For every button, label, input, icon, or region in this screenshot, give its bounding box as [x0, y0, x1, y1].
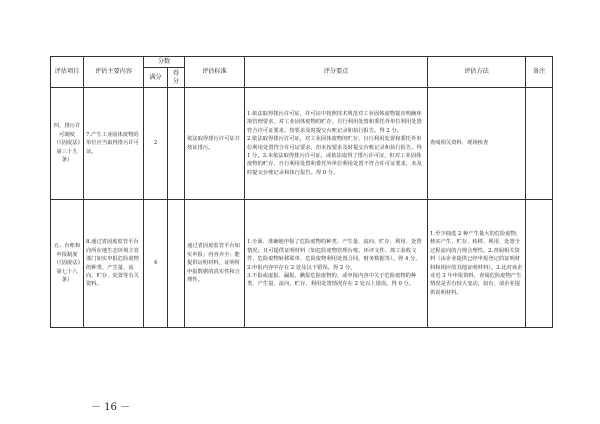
header-content: 评估主要内容	[84, 57, 144, 88]
header-item: 评估项目	[51, 57, 84, 88]
page-number: － 16 －	[91, 402, 131, 413]
row-note	[526, 88, 553, 200]
row-full-score: 2	[144, 88, 168, 200]
row-got-score	[168, 88, 185, 200]
row-points: 1.依法取得排污许可证，许可证中按照技术规范对工业固体废物提出明确环境管理要求，对工业固体废物的贮存、自行利用处置和委托外单位利用处置符合许可证要求，按要求及时提交台账记录和执行报告。得 2 分。 2.依法取得排污许可证，对工业固体废物的贮存、自行利用处置和委托外单位利用处置符合许可证要求，但未按要求及时提交台账记录和执行报告。得 1 分。3.未依法取得排污许可证，或依法取得了排污许可证，但对工业固体废物的贮存、自行利用处置和委托外单位利用处置不符合许可证要求，未及时提交台账记录和执行报告。得 0 分。	[245, 88, 428, 200]
table-row	[51, 88, 553, 200]
header-points: 评分要点	[245, 57, 428, 88]
row-standard: 依法取得排污许可证并按证排污。	[185, 88, 245, 200]
header-got-score: 得分	[168, 68, 185, 88]
evaluation-table	[50, 56, 553, 328]
row-item: 四、排污许可制度（《固废法》第三十九条）	[51, 88, 84, 200]
row-item: 五、台账和申报制度（《固废法》第七十八条）	[51, 200, 84, 328]
table-row	[51, 200, 553, 328]
row-content: 8.通过省固废监管平台向所在地生态环境主管部门如实申报危险废物的种类、产生量、流向、贮存、处置等有关资料。	[84, 200, 144, 328]
header-note: 备注	[526, 57, 553, 88]
row-method: 1.至少抽选 2 种产生量大的危险废物，核实产生、贮存、转移、利用、处置全过程流向的合规合理性。2.查阅相关资料（由企业提供已经申报登记的证明材料和相应的其他证明材料）。3.比对该企业近 3 年申报资料，查阅危险废物产生情况是否有较大变动，如有，请企业提供说明材料。	[428, 200, 526, 328]
row-standard: 通过省固废监管平台如实申报；内容齐全；能提供证明材料，证明所申报数据的真实性和合理性。	[185, 200, 245, 328]
header-standard: 评估标准	[185, 57, 245, 88]
header-score-group: 分数	[144, 57, 185, 68]
row-method: 查阅相关资料、现场核查	[428, 88, 526, 200]
row-content: 7.产生工业固体废物的单位应当取得排污许可证。	[84, 88, 144, 200]
row-points: 1.全面、准确地申报了危险废物的种类、产生量、流向、贮存、利用、处置情况；且可提供证明材料（如危险废物管理台账、环评文件、竣工验收文件、危险废物转移联单、危险废物利用处置合同、财务数据等）。得 4 分。 2.申报内容中存在 2 处及以下错误。得 2 分。 3.不报或虚报、漏报、瞒报危险废物的，或申报内容中关于危险废物的种类、产生量、流向、贮存、利用处置情况存在 2 处以上错误。得 0 分。	[245, 200, 428, 328]
row-full-score: 4	[144, 200, 168, 328]
header-method: 评估方法	[428, 57, 526, 88]
row-got-score	[168, 200, 185, 328]
row-note	[526, 200, 553, 328]
header-full-score: 满分	[144, 68, 168, 88]
